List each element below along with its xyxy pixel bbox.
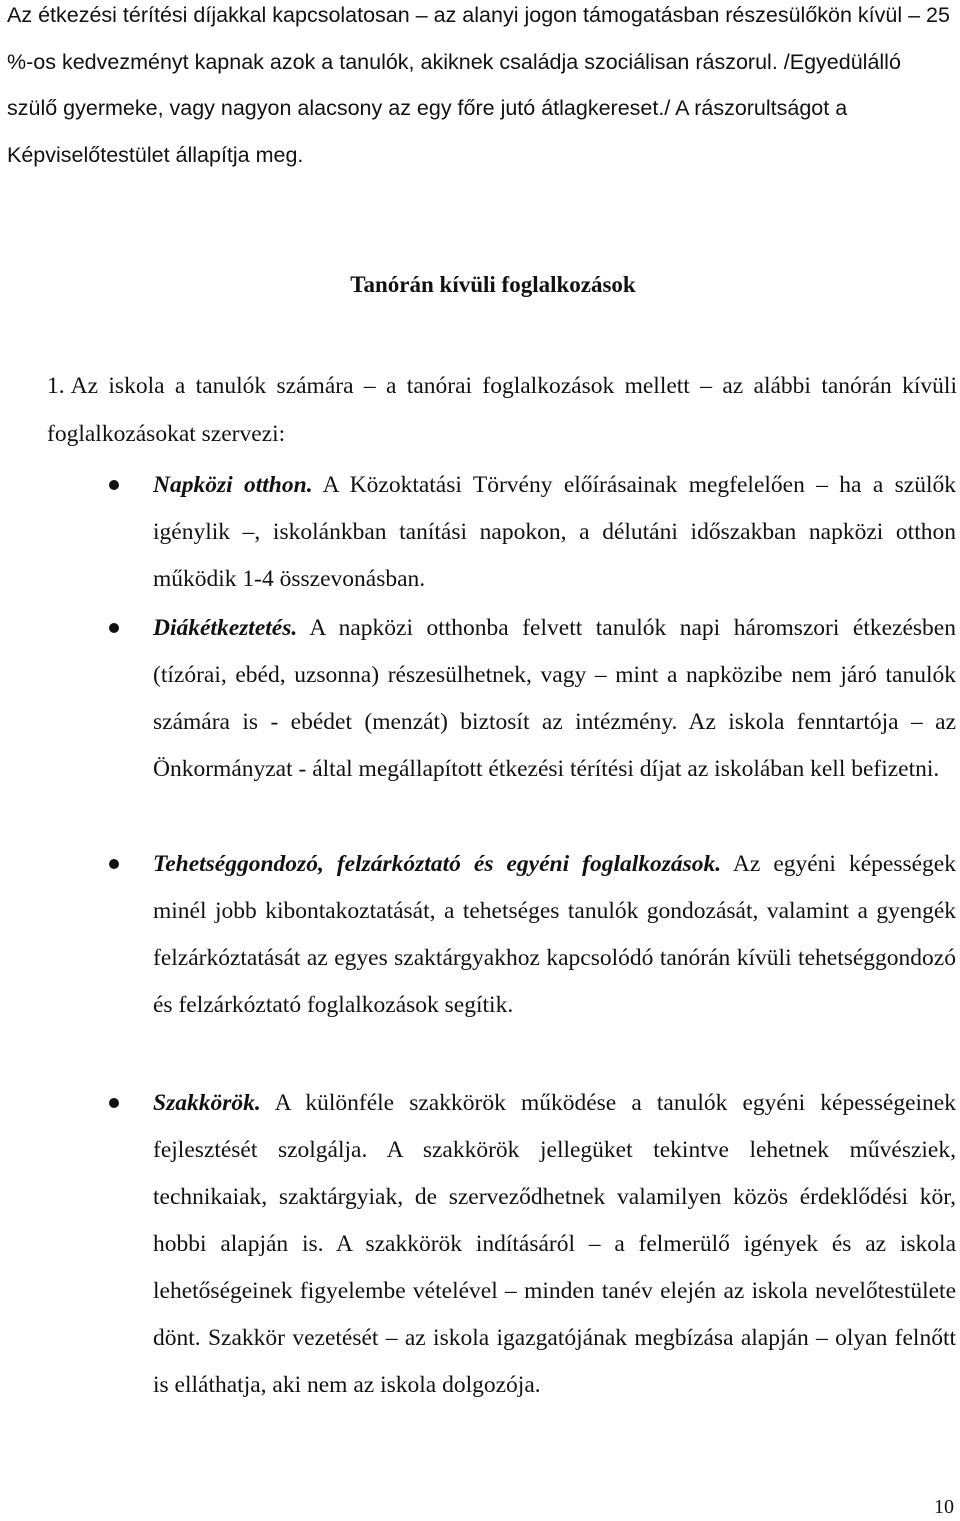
bullet-lead: Diákétkeztetés. [153,615,298,641]
bullet-icon [109,859,119,869]
bullet-icon [109,1098,119,1108]
bullet-lead: Szakkörök. [153,1090,261,1116]
bullet-text: A napközi otthonba felvett tanulók napi háromszori étkezésben (tízórai, ebéd, uzsonna) részesülhetnek, vagy – mint a napközibe nem járó tanulók számára is - ebédet (menzát) biztosít az intézmény. Az iskola fenntartója – az Önkormányzat - által megállapított étkezési térítési díjat az iskolában kell befizetni. [153,615,956,782]
bullet-item-tehetseggondozo [153,841,956,1029]
item-text: Az iskola a tanulók számára – a tanórai foglalkozások mellett – az alábbi tanórán kívüli foglalkozásokat szervezi: [47,373,957,447]
bullet-lead: Tehetséggondozó, felzárkóztató és egyéni foglalkozások. [153,851,722,877]
item-number: 1. [47,373,65,399]
bullet-icon [109,480,119,490]
bullet-item-napkozi [153,462,956,603]
bullet-item-diaketkeztetes [153,605,956,793]
bullet-text: A Közoktatási Törvény előírásainak megfelelően – ha a szülők igénylik –, iskolánkban tanítási napokon, a délutáni időszakban napközi otthon működik 1-4 összevonásban. [153,472,956,592]
bullet-text: Az egyéni képességek minél jobb kibontakoztatását, a tehetséges tanulók gondozását, valamint a gyengék felzárkóztatását az egyes szaktárgyakhoz kapcsolódó tanórán kívüli tehetséggondozó és felzárkóztató foglalkozások segítik. [153,851,956,1018]
bullet-text: A különféle szakkörök működése a tanulók egyéni képességeinek fejlesztését szolgálja. A szakkörök jellegüket tekintve lehetnek művésziek, technikaiak, szaktárgyiak, de szerveződhetnek valamilyen közös érdeklődési kör, hobbi alapján is. A szakkörök indításáról – a felmerülő igények és az iskola lehetőségeinek figyelembe vételével – minden tanév elején az iskola nevelőtestülete dönt. Szakkör vezetését – az iskola igazgatójának megbízása alapján – olyan felnőtt is elláthatja, aki nem az iskola dolgozója. [153,1090,956,1398]
bullet-lead: Napközi otthon. [153,472,313,498]
bullet-item-szakkorok [153,1080,956,1409]
section-heading: Tanórán kívüli foglalkozások [350,272,636,297]
page-number: 10 [934,1496,954,1518]
intro-paragraph: Az étkezési térítési díjakkal kapcsolatosan – az alanyi jogon támogatásban részesülőkön kívül – 25 %-os kedvezményt kapnak azok a tanulók, akiknek családja szociálisan rászorul. /Egyedülálló szülő gyermeke, vagy nagyon alacsony az egy főre jutó átlagkereset./ A rászorultságot a Képviselőtestület állapítja meg. [7,3,950,167]
bullet-icon [109,623,119,633]
numbered-item [47,362,957,458]
